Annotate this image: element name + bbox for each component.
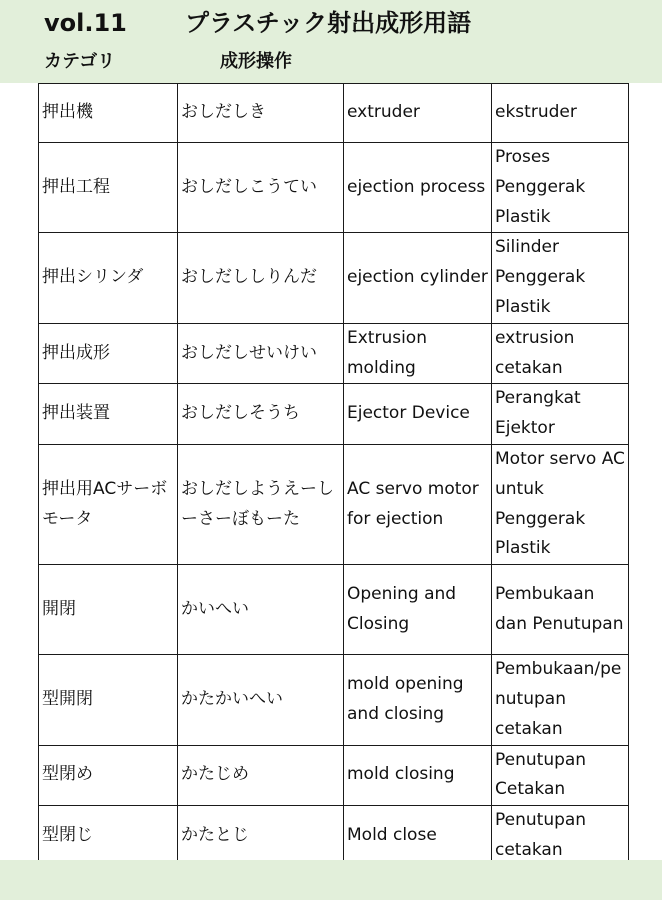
term-reading-cell: おしだしこうてい bbox=[178, 143, 344, 233]
table-row bbox=[39, 384, 629, 445]
term-indonesian-cell: Penutupan cetakan bbox=[492, 806, 629, 867]
term-english-cell: AC servo motor for ejection bbox=[344, 444, 492, 564]
table-sheet bbox=[0, 83, 662, 900]
term-english-cell: extruder bbox=[344, 84, 492, 143]
term-reading-cell: かたかいへい bbox=[178, 655, 344, 745]
term-japanese-cell: 押出工程 bbox=[39, 143, 178, 233]
term-english-cell: ejection cylinder bbox=[344, 233, 492, 323]
term-japanese-cell: 開閉 bbox=[39, 565, 178, 655]
term-japanese-cell: 押出用ACサーボモータ bbox=[39, 444, 178, 564]
term-indonesian-cell: extrusion cetakan bbox=[492, 323, 629, 384]
term-english-cell: Extrusion molding bbox=[344, 323, 492, 384]
term-english-cell: Mold close bbox=[344, 806, 492, 867]
page-footer-margin bbox=[0, 860, 662, 900]
term-indonesian-cell: Proses Penggerak Plastik bbox=[492, 143, 629, 233]
term-reading-cell: おしだしようえーしーさーぼもーた bbox=[178, 444, 344, 564]
term-indonesian-cell: Penutupan Cetakan bbox=[492, 745, 629, 806]
table-row bbox=[39, 655, 629, 745]
term-indonesian-cell: Pembukaan/penutupan cetakan bbox=[492, 655, 629, 745]
term-reading-cell: おしだししりんだ bbox=[178, 233, 344, 323]
table-row bbox=[39, 84, 629, 143]
term-japanese-cell: 押出成形 bbox=[39, 323, 178, 384]
terms-table bbox=[38, 83, 629, 867]
term-reading-cell: かたとじ bbox=[178, 806, 344, 867]
category-label: カテゴリ bbox=[44, 51, 116, 72]
page-title: プラスチック射出成形用語 bbox=[185, 9, 472, 37]
term-english-cell: ejection process bbox=[344, 143, 492, 233]
term-indonesian-cell: Perangkat Ejektor bbox=[492, 384, 629, 445]
term-reading-cell: かいへい bbox=[178, 565, 344, 655]
term-english-cell: Opening and Closing bbox=[344, 565, 492, 655]
table-row bbox=[39, 323, 629, 384]
table-row bbox=[39, 565, 629, 655]
table-row bbox=[39, 444, 629, 564]
category-value: 成形操作 bbox=[220, 51, 292, 72]
term-indonesian-cell: Silinder Penggerak Plastik bbox=[492, 233, 629, 323]
term-english-cell: Ejector Device bbox=[344, 384, 492, 445]
table-row bbox=[39, 806, 629, 867]
table-row bbox=[39, 745, 629, 806]
term-japanese-cell: 型閉じ bbox=[39, 806, 178, 867]
volume-label: vol.11 bbox=[44, 9, 127, 37]
term-reading-cell: おしだしき bbox=[178, 84, 344, 143]
table-row bbox=[39, 233, 629, 323]
term-indonesian-cell: ekstruder bbox=[492, 84, 629, 143]
term-japanese-cell: 型閉め bbox=[39, 745, 178, 806]
term-indonesian-cell: Motor servo AC untuk Penggerak Plastik bbox=[492, 444, 629, 564]
term-japanese-cell: 押出シリンダ bbox=[39, 233, 178, 323]
term-indonesian-cell: Pembukaan dan Penutupan bbox=[492, 565, 629, 655]
term-english-cell: mold closing bbox=[344, 745, 492, 806]
term-japanese-cell: 押出装置 bbox=[39, 384, 178, 445]
term-reading-cell: かたじめ bbox=[178, 745, 344, 806]
term-japanese-cell: 型開閉 bbox=[39, 655, 178, 745]
term-japanese-cell: 押出機 bbox=[39, 84, 178, 143]
term-english-cell: mold opening and closing bbox=[344, 655, 492, 745]
term-reading-cell: おしだしそうち bbox=[178, 384, 344, 445]
table-row bbox=[39, 143, 629, 233]
term-reading-cell: おしだしせいけい bbox=[178, 323, 344, 384]
